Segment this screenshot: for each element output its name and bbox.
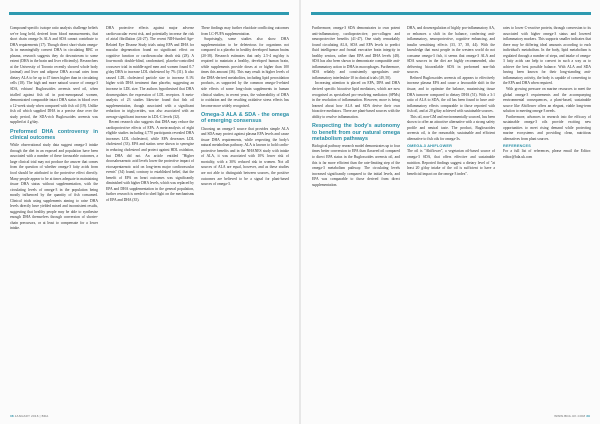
- footer-right: [554, 414, 590, 418]
- paragraph: Furthermore, advances in research into the efficacy of sustainable omega-3 oils provide exciting new opportunities to meet rising demand while protecting marine ecosystems and providing clean, nutritious alternatives from plant sources.: [503, 114, 591, 141]
- paragraph: This oil, non-GM and environmentally sourced, has been shown to offer an attractive alternative with a strong safety profile and neutral taste. The product, Buglossoides arvensis oil, is the reasonable, sustainable and efficient alternative to fish oils for omega-3s.: [407, 114, 495, 141]
- section-heading: Respecting the body's autonomy to benefit from our natural omega metabolism pathways: [312, 123, 400, 142]
- footer-right-text: WWW.BDA.UK.COM: [554, 414, 586, 418]
- paragraph: Furthermore, omega-3 SDA demonstrates to own potent anti-inflammatory, cardioprotective, pro-collagen and neuroprotective benefits (41-47). One study remarkably found circulating ALA, SDA and EPA levels to predict fluid intelligence and frontal executive brain integrity in healthy seniors, rather than EPA and DHA levels (48). SDA has also been shown to demonstrate comparable anti-inflammatory action to DHA in macrophages. Furthermore, SDA reliably and consistently upregulates anti-inflammatory interleukin-10 in clinical trials (49, 50).: [312, 26, 400, 80]
- section-heading: Preformed DHA controversy in clinical outcomes: [10, 128, 98, 142]
- text-column-1: [10, 26, 98, 412]
- paragraph: Compound-specific isotope ratio analysis challenge beliefs we've long held, derived from blood measurements, that short chain omega-3s ALA and SDA cannot contribute to DHA requirements (17). Though direct short-chain omega-3s in meaningfully convert DHA in circulating RBC or plasma, research suggests they do downstream to some extent (DHA in the brain and liver efficiently). Researchers at the University of Toronto recently showed whole body (animal) and liver and adipose DHA accrual rates from dietary ALA to be up to 47 times higher than in circulating cells (18). The high and more natural source of omega-3 SDA, echium/ Buglossoides arvensis seed oil, when trialled against fish oil in post-menopausal women, demonstrated comparable intact DHA status in blood over a 12-week study when compared with fish oil (19). Unlike fish oil which supplied DHA in a precise dose over the study period, the SDA-rich Buglossoides arvensis was supplied at 4 g/day.: [10, 26, 98, 125]
- text-column-2: [106, 26, 194, 412]
- paragraph: While observational study data suggest omega-3 intake through the diet in an exposed and population have been associated with a number of these favourable outcomes, a large clinical trial may not produce the answer that comes from the question of whether omega-3 fatty acids from food should be attributed to the protective effect directly. Many people appear to be at times adequate in maintaining tissue DHA status without supplementation, with the circulating levels of omega-3 in the population being mostly influenced by the quantity of fish consumed. Clinical trials using supplements aiming to raise DHA levels directly have yielded mixed and inconsistent results, suggesting that healthy people may be able to synthesise enough DHA themselves through conversion of shorter-chain precursors, or at least to compensate for a lower intake.: [10, 143, 98, 231]
- header-rule-left: [9, 12, 289, 15]
- page-number-left: 38: [10, 414, 14, 418]
- paragraph: DHA protective effects against major adverse cardiovascular event risk, and potentially increase the risk of atrial fibrillation (24-27). The recent NIH-funded Age-Related Eye Disease Study trials using EPA and DHA for macular degeneration found no significant effect on cognitive function or cardiovascular death risk (28). A four-month double-blind, randomised, placebo-controlled crossover trial in middle-aged men and women found 0.7 g/day DHA to increase LDL cholesterol by 7% (31). It also caused LDL cholesterol particle size to increase 0.1% higher with DHA treatment than placebo, suggesting an increase in LDL size. The authors hypothesised that DHA downregulates the expression of LDL receptors. A meta-analysis of 23 studies likewise found that fish oil supplementation, though associated with a significant reduction in triglycerides, was also associated with an average significant increase in LDL-C levels (32).: [106, 26, 194, 119]
- paragraph: Refined Buglossoides arvensis oil appears to effectively increase plasma EPA and cause a favourable shift in the tissue, and to optimise the balance, maximising tissue DHA turnover compared to dietary DHA (51). With a 3:1 ratio of ALA to SDA, the oil has been found to have anti-inflammatory effects comparable to those reported with fish oil, and at 20 g/day achieved with sustainable sources.: [407, 75, 495, 114]
- footer-left: [10, 414, 48, 418]
- section-heading: Omega-3 ALA & SDA - the omega of emerging consensus: [201, 112, 289, 125]
- paragraph: Increasing attention is placed on EPA, DPA and DHA derived specific bioactive lipid mediators, which are now recognised as specialised pro-resolving mediators (SPMs) in the resolution of inflammation. However, more is being learned about how ALA and SDA derive their own bioactive mediators. There are plant-based sources with the ability to resolve inflammation.: [312, 81, 400, 119]
- paragraph: Surprisingly, some studies also show DHA supplementation to be deleterious for organisms not compared to a placebo in healthy developed human brains (20-38). Research estimates that only 2.5-4 mg/day is required to maintain a healthy, developed human brain, while supplements provide doses at or higher than 100 times this amount (36). This may result in higher levels of the DHA-derived metabolites, including lipid peroxidation products, as supported by the common omega-3-related side effects of some long-chain supplements in human clinical studies; in recent years, the vulnerability of DHA to oxidation and the resulting oxidative stress effects has become more widely recognised.: [201, 37, 289, 108]
- paragraph: rates to lower C-reactive protein, through conversion to its associated with higher omega-3 status and lowered inflammatory markers. This supports smaller indicates that there may be differing ideal amounts according to each individual's metabolism. In the body, lipid metabolism is regulated through a number of steps, and intake of omega-3 fatty acids can help to convert in such a way as to achieve the best possible balance. With ALA and SDA having been known for their long-standing anti-inflammatory activity, the body is capable of converting to the EPA and DHA when required.: [503, 26, 591, 86]
- text-column-6: [503, 26, 591, 412]
- page-number-right: 39: [586, 414, 590, 418]
- paragraph: With growing pressure on marine resources to meet the global omega-3 requirements and the accompanying environmental consequences, a plant-based, sustainable source like Ahiflower offers an elegant, viable long-term solution to meeting omega-3 needs.: [503, 87, 591, 114]
- paragraph: DHA, and downregulation of highly pro-inflammatory AA, or enhances a shift in the balance, conferring anti-inflammatory, neuroprotective, cognitive enhancing, and insulin sensitising effects (33, 37, 38, 44). With the knowledge that most people in the western world do not consume omega-3 fish, it seems that omega-3 ALA and SDA sources in the diet are highly recommended, also delivering bioavailable SDA in preformed non-fish sources.: [407, 26, 495, 75]
- footer-left-text: JANUARY 2016 | BDA: [14, 414, 49, 418]
- section-heading: REFERENCES: [503, 144, 531, 149]
- header-rule-right: [311, 12, 591, 15]
- paragraph: For a full list of references, please email the Editor: editor@bda.uk.com: [503, 149, 591, 160]
- paragraph: The oil is "Ahiflower", a vegetarian oil-based source of omega-3 SDA, that offers effective and sustainable nutrition. Reported findings suggest a dietary level of "at least 20 g/day intake of the oil is sufficient to have a beneficial impact on the omega-3 index".: [407, 149, 495, 176]
- section-heading: OMEGA-3 AHIFLOWER: [407, 144, 453, 149]
- text-column-3: [201, 26, 289, 412]
- paragraph: Choosing an omega-3 source that provides simple ALA and SDA may protect against plasma EPA levels and cause tissue DHA requirements, while respecting the body's natural metabolism pathway. ALA is known to hold cardio-protective benefits and in the NHANES study with intake of ALA, it was associated with 10% lower risk of mortality, with a 30% reduced risk in women. Not all sources of ALA are equal, however, and as these studies are not able to distinguish between sources, the positive outcomes are believed to be a signal for plant-based sources of omega-3.: [201, 126, 289, 187]
- paragraph: These findings may further elucidate conflicting outcomes from LC-PUFA supplementation.: [201, 26, 289, 36]
- paragraph: Biological pathway research model demonstrates up to four times better conversion to EPA than flaxseed oil compared to direct EPA status in the Buglossoides arvensis oil, and this is far more efficient than the rate-limiting step of the omega-3 metabolism pathway. The circulating levels increased significantly compared to the initial levels, and EPA was comparable to those derived from direct supplementation.: [312, 143, 400, 187]
- page-gutter: [299, 0, 301, 424]
- text-column-5: [407, 26, 495, 412]
- paragraph: Recent research also suggests that DHA may reduce the cardioprotective effects of EPA. A meta-analysis of eight eligible studies including 4,770 participants revealed DHA increases LDL cholesterol, while EPA decreases LDL cholesterol (33). EPA and statins were shown to synergise in reducing cholesterol and protect against HDL oxidation, but DHA did not. An article entitled "Higher docosahexaenoic acid levels lower the protective impact of eicosapentaenoic acid on long-term major cardiovascular events" (34) found, contrary to established belief, that the benefit of EPA on heart outcomes was significantly diminished with higher DHA levels, which was replaced by EPA and DHA supplementation in the general population, further research is needed to shed light on the mechanisms of EPA and DHA (35).: [106, 120, 194, 202]
- text-column-4: [312, 26, 400, 412]
